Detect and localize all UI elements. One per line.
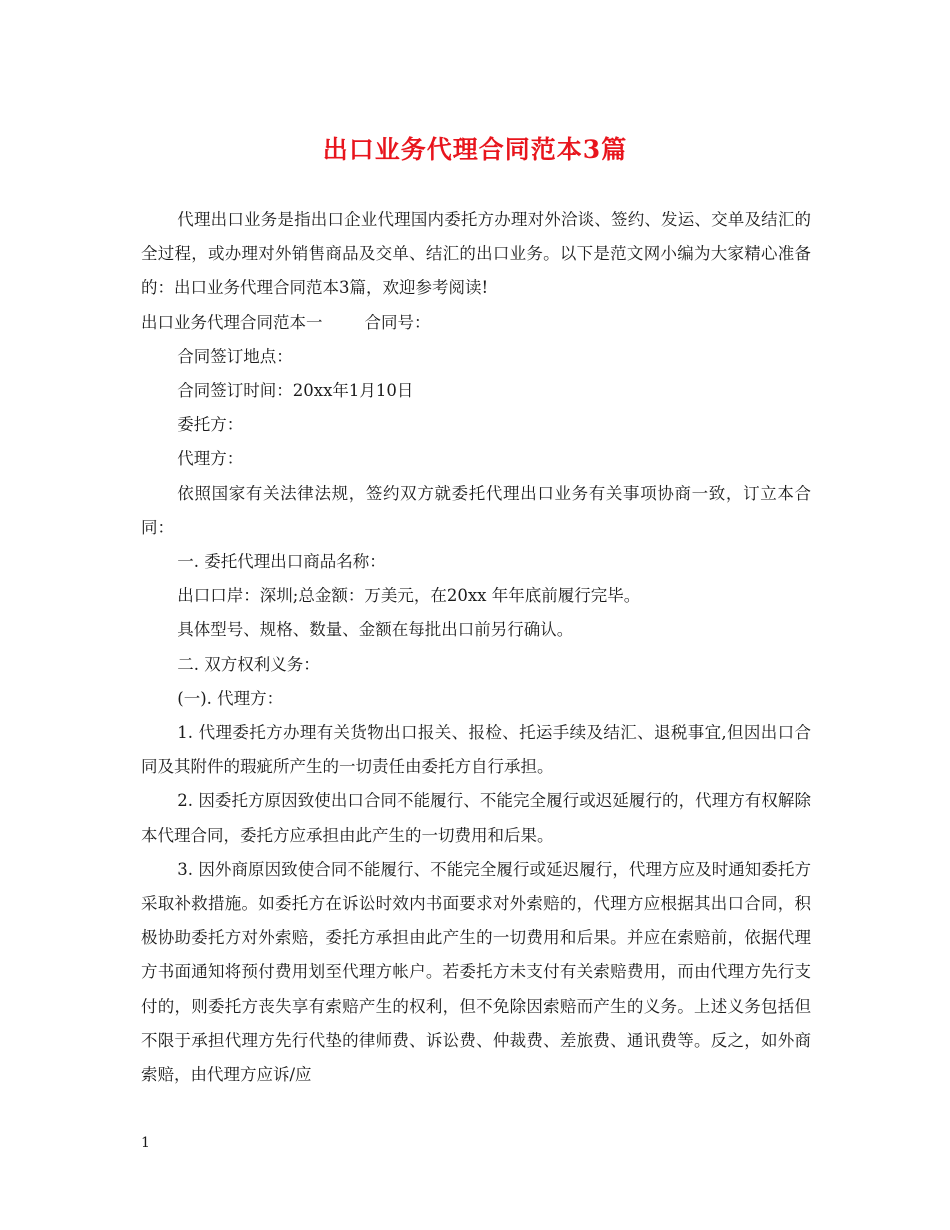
contract-heading-line <box>141 306 811 340</box>
intro-paragraph: 代理出口业务是指出口企业代理国内委托方办理对外洽谈、签约、发运、交单及结汇的全过程，或办理对外销售商品及交单、结汇的出口业务。以下是范文网小编为大家精心准备的：出口业务代理合同范本3篇，欢迎参考阅读! <box>141 210 811 298</box>
preamble-paragraph: 依照国家有关法律法规，签约双方就委托代理出口业务有关事项协商一致，订立本合同： <box>141 483 811 537</box>
principal-party: 委托方： <box>177 415 244 435</box>
contract-heading: 出口业务代理合同范本一 <box>141 312 323 332</box>
section-1-spec: 具体型号、规格、数量、金额在每批出口前另行确认。 <box>177 620 574 640</box>
section-2-subtitle-agent: (一). 代理方： <box>177 688 284 708</box>
sign-time: 合同签订时间：20xx年1月10日 <box>177 381 414 401</box>
clause-1: 1. 代理委托方办理有关货物出口报关、报检、托运手续及结汇、退税事宜,但因出口合同及其附件的瑕疵所产生的一切责任由委托方自行承担。 <box>141 723 811 777</box>
clause-2: 2. 因委托方原因致使出口合同不能履行、不能完全履行或迟延履行的，代理方有权解除本代理合同，委托方应承担由此产生的一切费用和后果。 <box>141 791 811 845</box>
contract-number-label: 合同号： <box>364 312 431 332</box>
page-number: 1 <box>141 1135 150 1151</box>
section-1-title: 一. 委托代理出口商品名称： <box>177 552 386 572</box>
sign-place: 合同签订地点： <box>177 346 293 366</box>
agent-party: 代理方： <box>177 449 244 469</box>
document-title: 出口业务代理合同范本3篇 <box>322 135 628 164</box>
document-body <box>141 203 811 1092</box>
clause-3: 3. 因外商原因致使合同不能履行、不能完全履行或延迟履行，代理方应及时通知委托方采取补救措施。如委托方在诉讼时效内书面要求对外索赔的，代理方应根据其出口合同，积极协助委托方对外索赔，委托方承担由此产生的一切费用和后果。并应在索赔前，依据代理方书面通知将预付费用划至代理方帐户。若委托方未支付有关索赔费用，而由代理方先行支付的，则委托方丧失享有索赔产生的权利，但不免除因索赔而产生的义务。上述义务包括但不限于承担代理方先行代垫的律师费、诉讼费、仲裁费、差旅费、通讯费等。反之，如外商索赔，由代理方应诉/应 <box>141 859 811 1085</box>
section-1-port: 出口口岸：深圳;总金额：万美元，在20xx 年年底前履行完毕。 <box>177 586 641 606</box>
section-2-title: 二. 双方权利义务： <box>177 654 320 674</box>
